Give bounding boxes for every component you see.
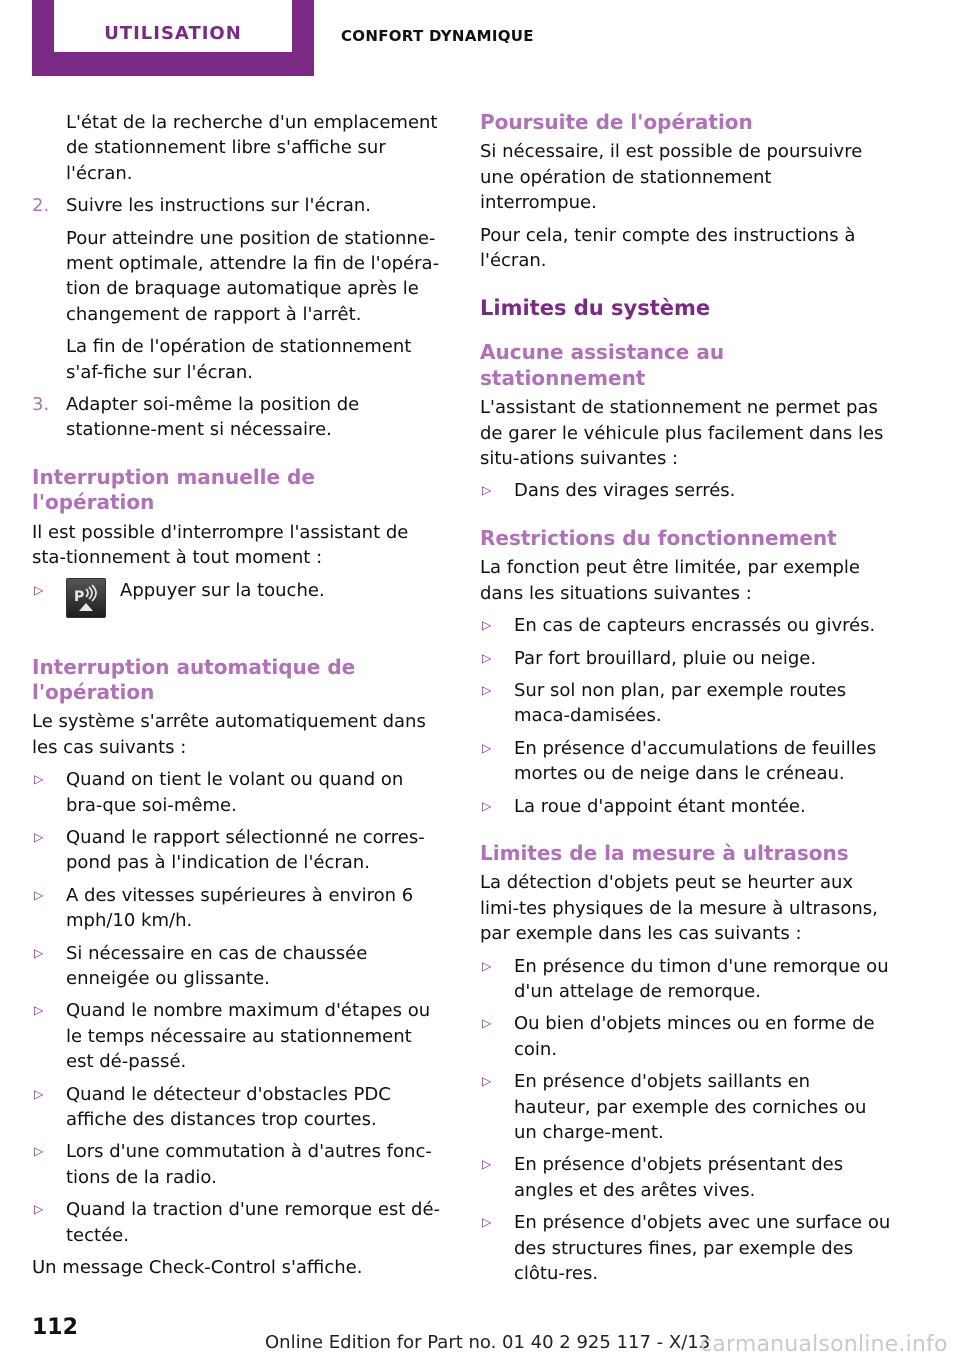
bullet-icon: ▷ — [34, 1086, 44, 1101]
list-item: ▷ En cas de capteurs encrassés ou givrés. — [480, 613, 892, 638]
bullet-icon: ▷ — [34, 582, 44, 597]
no-assist-heading: Aucune assistance au stationnement — [480, 340, 725, 390]
bullet-icon: ▷ — [34, 772, 44, 787]
bullet-icon: ▷ — [482, 1074, 492, 1089]
list-item: ▷ La roue d'appoint étant montée. — [480, 794, 892, 819]
step-2-para-2: La fin de l'opération de stationnement s'af-fiche sur l'écran. — [66, 336, 412, 383]
list-item: ▷ En présence d'objets présentant des angles et des arêtes vives. — [480, 1152, 892, 1203]
list-item: ▷ Quand le nombre maximum d'étapes ou le temps nécessaire au stationnement est dé-passé. — [32, 998, 444, 1074]
no-assist-list — [480, 478, 892, 503]
manual-interruption-heading: Interruption manuelle de l'opération — [32, 464, 315, 515]
section-title: CONFORT DYNAMIQUE — [341, 27, 534, 45]
bullet-icon: ▷ — [34, 1003, 44, 1018]
step-2 — [32, 193, 444, 218]
restrictions-heading: Restrictions du fonctionnement — [480, 525, 837, 550]
system-limits-heading: Limites du système — [480, 296, 711, 321]
step-2-para-1: Pour atteindre une position de stationne-ment optimale, attendre la fin de l'opéra-tion de braquage automatique après le changement de rapport à l'arrêt. — [66, 227, 440, 325]
page-number: 112 — [32, 1315, 78, 1340]
step-3 — [32, 392, 444, 443]
watermark: carmanualsonline.info — [700, 1332, 948, 1357]
list-item: ▷ Ou bien d'objets minces ou en forme de coin. — [480, 1011, 892, 1062]
list-item: ▷ Sur sol non plan, par exemple routes maca-damisées. — [480, 678, 892, 729]
bullet-icon: ▷ — [482, 1215, 492, 1230]
step-number: 3. — [32, 394, 50, 416]
list-item: ▷ Par fort brouillard, pluie ou neige. — [480, 646, 892, 671]
bullet-icon: ▷ — [34, 1202, 44, 1217]
list-item — [32, 578, 444, 618]
auto-interruption-text: Le système s'arrête automatiquement dans les cas suivants : — [32, 711, 426, 758]
right-column — [480, 110, 892, 1293]
chapter-tab-label: UTILISATION — [104, 23, 242, 44]
bullet-icon: ▷ — [482, 1157, 492, 1172]
list-item: ▷ En présence d'objets avec une surface ou des structures fines, par exemple des clôtu-res. — [480, 1210, 892, 1286]
no-assist-text: L'assistant de stationnement ne permet pas de garer le véhicule plus facilement dans les situ-ations suivantes : — [480, 397, 884, 470]
restrictions-list — [480, 613, 892, 819]
bullet-icon: ▷ — [482, 798, 492, 813]
park-assist-button-icon — [66, 578, 106, 618]
list-item: ▷ Quand on tient le volant ou quand on bra-que soi-même. — [32, 767, 444, 818]
header-tab — [32, 0, 314, 76]
bullet-icon: ▷ — [482, 618, 492, 633]
bullet-icon: ▷ — [34, 945, 44, 960]
list-item: ▷ Dans des virages serrés. — [480, 478, 892, 503]
manual-interruption-list — [32, 578, 444, 618]
step-text: Adapter soi-même la position de stationne-ment si nécessaire. — [66, 394, 360, 441]
ultrasonic-text: La détection d'objets peut se heurter aux limi-tes physiques de la mesure à ultrasons, par exemple dans les cas suivants : — [480, 872, 878, 945]
check-control-text: Un message Check-Control s'affiche. — [32, 1257, 363, 1279]
list-item: ▷ Lors d'une commutation à d'autres fonc-tions de la radio. — [32, 1139, 444, 1190]
list-item: ▷ En présence d'objets saillants en hauteur, par exemple des corniches ou un charge-ment. — [480, 1069, 892, 1145]
bullet-icon: ▷ — [482, 650, 492, 665]
list-item: ▷ Si nécessaire en cas de chaussée enneigée ou glissante. — [32, 941, 444, 992]
step-number: 2. — [32, 195, 50, 217]
bullet-icon: ▷ — [482, 1016, 492, 1031]
list-item: ▷ Quand la traction d'une remorque est dé-tectée. — [32, 1197, 444, 1248]
list-item: ▷ Quand le détecteur d'obstacles PDC affiche des distances trop courtes. — [32, 1082, 444, 1133]
bullet-icon: ▷ — [482, 483, 492, 498]
ultrasonic-heading: Limites de la mesure à ultrasons — [480, 840, 849, 865]
list-item: ▷ A des vitesses supérieures à environ 6 mph/10 km/h. — [32, 883, 444, 934]
list-item: ▷ Quand le rapport sélectionné ne corres-pond pas à l'indication de l'écran. — [32, 825, 444, 876]
continue-text-1: Si nécessaire, il est possible de poursuivre une opération de stationnement interrompue. — [480, 141, 863, 214]
bullet-icon: ▷ — [34, 1144, 44, 1159]
intro-text: L'état de la recherche d'un emplacement de stationnement libre s'affiche sur l'écran. — [66, 112, 438, 184]
bullet-icon: ▷ — [482, 958, 492, 973]
bullet-icon: ▷ — [34, 887, 44, 902]
list-item: ▷ En présence d'accumulations de feuilles mortes ou de neige dans le créneau. — [480, 736, 892, 787]
left-column — [32, 110, 444, 1287]
continue-heading: Poursuite de l'opération — [480, 110, 753, 134]
auto-interruption-list — [32, 767, 444, 1248]
bullet-icon: ▷ — [482, 740, 492, 755]
ultrasonic-list — [480, 954, 892, 1287]
list-item: ▷ En présence du timon d'une remorque ou d'un attelage de remorque. — [480, 954, 892, 1005]
auto-interruption-heading: Interruption automatique de l'opération — [32, 654, 356, 704]
restrictions-text: La fonction peut être limitée, par exemple dans les situations suivantes : — [480, 557, 860, 604]
manual-interruption-text: Il est possible d'interrompre l'assistant de sta-tionnement à tout moment : — [32, 521, 409, 569]
continue-text-2: Pour cela, tenir compte des instructions à l'écran. — [480, 224, 856, 272]
list-item-text: Appuyer sur la touche. — [120, 579, 325, 601]
bullet-icon: ▷ — [34, 829, 44, 844]
svg-text:P: P — [74, 588, 85, 605]
step-text: Suivre les instructions sur l'écran. — [66, 195, 371, 217]
edition-footer: Online Edition for Part no. 01 40 2 925 117 - X/13 — [265, 1332, 711, 1353]
bullet-icon: ▷ — [482, 682, 492, 697]
